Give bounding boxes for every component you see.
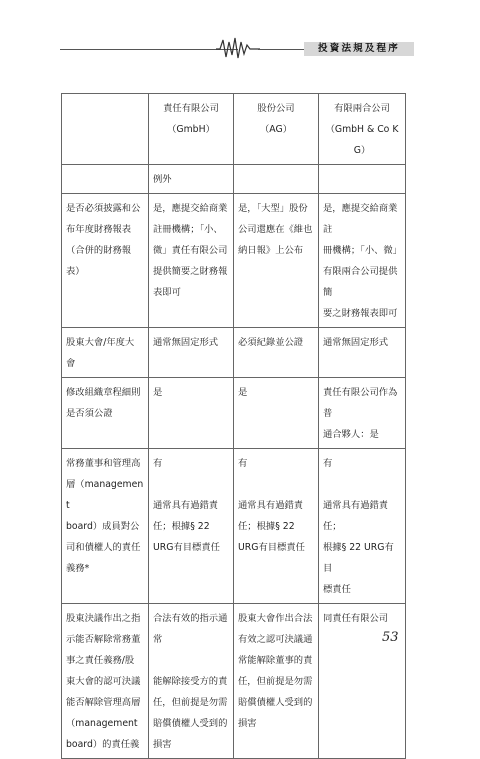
column-header-kg: 有限兩合公司 （GmbH & Co KG）: [319, 94, 406, 165]
table-row: [62, 604, 406, 759]
cell-ag: 是，「大型」股份 公司還應在《維也 納日報》上公布: [234, 194, 319, 328]
cell-gmbh: 合法有效的指示通 常 能解除接受方的責 任，但前提是勿需 賠償債權人受到的 損害: [149, 604, 234, 759]
row-label: 是否必須披露和公 布年度財務報表 （合併的財務報 表）: [62, 194, 149, 328]
heartbeat-wave-icon: [216, 36, 260, 60]
sub-note: 例外: [149, 165, 234, 194]
table-row: [62, 328, 406, 378]
cell-gmbh: 通常無固定形式: [149, 328, 234, 378]
cell-gmbh: 有 通常具有過錯責 任；根據§ 22 URG有目標責任: [149, 449, 234, 604]
cell-kg: 是，應提交給商業註 冊機構；「小、微」 有限兩合公司提供簡 要之財務報表即可: [319, 194, 406, 328]
cell-kg: 責任有限公司作為普 通合夥人：是: [319, 378, 406, 449]
header-rule-right: [258, 49, 308, 50]
cell-kg: 有 通常具有過錯責任； 根據§ 22 URG有目 標責任: [319, 449, 406, 604]
table-header-row: [62, 94, 406, 165]
row-label: 常務董事和管理高 層（management board）成員對公 司和債權人的責任 義務*: [62, 449, 149, 604]
cell-gmbh: 是: [149, 378, 234, 449]
header-empty-cell: [62, 94, 149, 165]
column-header-gmbh: 責任有限公司 （GmbH）: [149, 94, 234, 165]
row-label: 股東決議作出之指 示能否解除常務董 事之責任義務/股 東大會的認可決議 能否解除管理高層 （management board）的責任義: [62, 604, 149, 759]
row-label: 股東大會/年度大 會: [62, 328, 149, 378]
row-label: 修改組織章程細則 是否須公證: [62, 378, 149, 449]
cell-ag: 必須紀錄並公證: [234, 328, 319, 378]
cell-ag: 股東大會作出合法 有效之認可決議通 常能解除董事的責 任，但前提是勿需 賠償債權人受到的 損害: [234, 604, 319, 759]
header-title: 投資法規及程序: [304, 42, 414, 56]
cell-ag: 有 通常具有過錯責 任；根據§ 22 URG有目標責任: [234, 449, 319, 604]
table-row: [62, 165, 406, 194]
column-header-ag: 股份公司 （AG）: [234, 94, 319, 165]
page-number: 53: [382, 630, 399, 645]
table-row: [62, 194, 406, 328]
cell-kg: 同責任有限公司: [319, 604, 406, 759]
table-row: [62, 378, 406, 449]
cell-kg: 通常無固定形式: [319, 328, 406, 378]
header-rule: [60, 49, 238, 50]
comparison-table: [61, 93, 406, 759]
cell-gmbh: 是，應提交給商業 註冊機構；「小、 微」責任有限公司 提供簡要之財務報 表即可: [149, 194, 234, 328]
table-row: [62, 449, 406, 604]
cell-ag: 是: [234, 378, 319, 449]
